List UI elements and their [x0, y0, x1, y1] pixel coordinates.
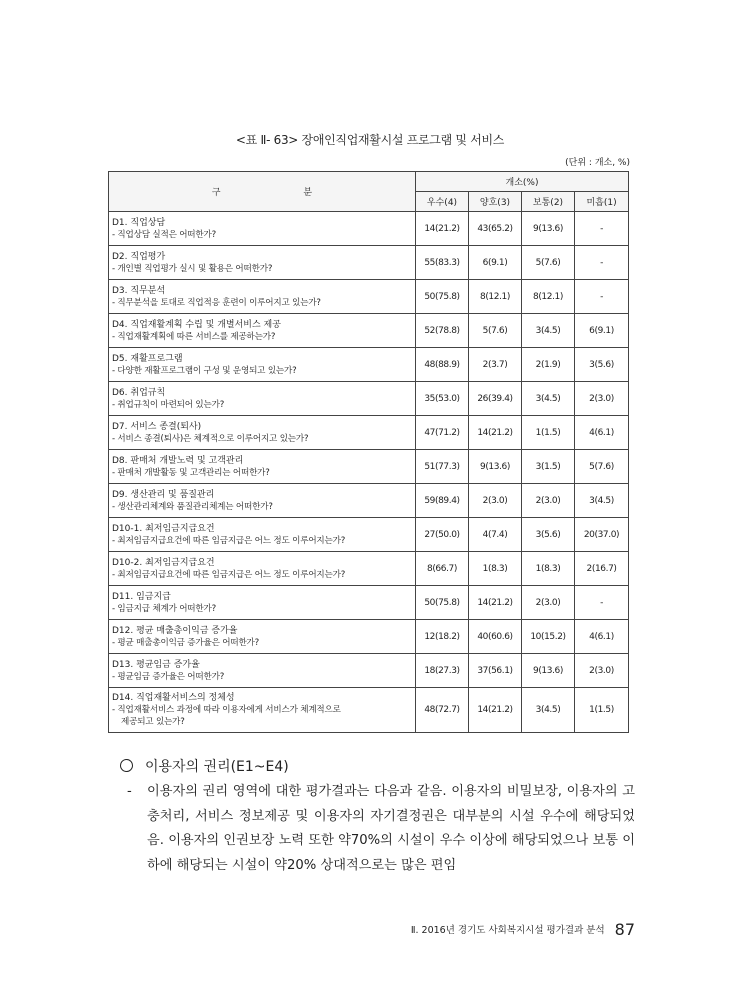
value-cell: 52(78.8)	[416, 314, 469, 348]
value-cell: 4(6.1)	[575, 620, 629, 654]
item-title: D2. 직업평가	[112, 251, 166, 262]
value-cell: 2(3.0)	[575, 654, 629, 688]
item-question: - 개인별 직업평가 실시 및 활용은 어떠한가?	[112, 263, 273, 274]
row-item-cell	[109, 450, 416, 484]
unit-note: (단위 : 개소, %)	[565, 158, 630, 168]
item-question: - 임금지급 체계가 어떠한가?	[112, 603, 216, 614]
value-cell: 3(1.5)	[522, 450, 575, 484]
item-question: - 직업재활계획에 따른 서비스를 제공하는가?	[112, 331, 276, 342]
table-row	[109, 654, 629, 688]
value-cell: 2(16.7)	[575, 552, 629, 586]
column-header-average: 보통(2)	[522, 192, 575, 212]
row-item-cell	[109, 688, 416, 733]
column-header-excellent: 우수(4)	[416, 192, 469, 212]
item-title: D8. 판매처 개발노력 및 고객관리	[112, 455, 244, 466]
table-row	[109, 212, 629, 246]
value-cell: 6(9.1)	[575, 314, 629, 348]
row-item-cell	[109, 280, 416, 314]
value-cell: 10(15.2)	[522, 620, 575, 654]
row-item-cell	[109, 348, 416, 382]
item-question: - 최저임금지급요건에 따른 임금지급은 어느 정도 이루어지는가?	[112, 569, 346, 580]
item-title: D3. 직무분석	[112, 285, 166, 296]
value-cell: 48(72.7)	[416, 688, 469, 733]
value-cell: 14(21.2)	[469, 586, 522, 620]
item-title: D5. 재활프로그램	[112, 353, 183, 364]
value-cell: 3(4.5)	[522, 382, 575, 416]
value-cell: 2(3.0)	[522, 586, 575, 620]
table-caption: <표 Ⅱ- 63> 장애인직업재활시설 프로그램 및 서비스	[235, 133, 505, 147]
table-row	[109, 552, 629, 586]
dash-bullet: -	[127, 784, 132, 799]
table-row	[109, 416, 629, 450]
item-question: - 직무분석을 토대로 직업적응 훈련이 이루어지고 있는가?	[112, 297, 321, 308]
column-group-header: 개소(%)	[416, 172, 629, 192]
value-cell: 6(9.1)	[469, 246, 522, 280]
item-title: D9. 생산관리 및 품질관리	[112, 489, 215, 500]
value-cell: 51(77.3)	[416, 450, 469, 484]
table-row	[109, 280, 629, 314]
item-title: D12. 평균 매출총이익금 증가율	[112, 625, 238, 636]
value-cell: 50(75.8)	[416, 586, 469, 620]
item-question: - 직업재활서비스 과정에 따라 이용자에게 서비스가 체계적으로	[112, 705, 341, 715]
row-item-cell	[109, 518, 416, 552]
value-cell: 9(13.6)	[469, 450, 522, 484]
body-paragraph	[127, 780, 635, 878]
value-cell: 5(7.6)	[522, 246, 575, 280]
paragraph-text: 이용자의 권리 영역에 대한 평가결과는 다음과 같음. 이용자의 비밀보장, 이용자의 고충처리, 서비스 정보제공 및 이용자의 자기결정권은 대부분의 시설 우수에 해당되었음. 이용자의 인권보장 노력 또한 약70%의 시설이 우수 이상에 해당되었으나 보통 이하에 해당되는 시설이 약20% 상대적으로는 많은 편임	[147, 784, 635, 873]
value-cell: 1(1.5)	[522, 416, 575, 450]
value-cell: -	[575, 246, 629, 280]
circle-bullet-icon	[120, 759, 133, 772]
value-cell: -	[575, 280, 629, 314]
value-cell: 50(75.8)	[416, 280, 469, 314]
item-title: D10-2. 최저임금지급요건	[112, 557, 215, 568]
table-row	[109, 688, 629, 733]
table-row	[109, 314, 629, 348]
value-cell: 5(7.6)	[575, 450, 629, 484]
column-header-gubun: 구 분	[109, 172, 416, 212]
value-cell: 35(53.0)	[416, 382, 469, 416]
value-cell: 2(3.7)	[469, 348, 522, 382]
value-cell: 3(5.6)	[522, 518, 575, 552]
value-cell: 14(21.2)	[469, 688, 522, 733]
row-item-cell	[109, 246, 416, 280]
value-cell: 43(65.2)	[469, 212, 522, 246]
row-item-cell	[109, 586, 416, 620]
row-item-cell	[109, 484, 416, 518]
item-question: - 생산관리체계와 품질관리체계는 어떠한가?	[112, 501, 273, 512]
item-title: D6. 취업규칙	[112, 387, 166, 398]
value-cell: 2(3.0)	[575, 382, 629, 416]
page-number: 87	[614, 920, 635, 939]
value-cell: 1(1.5)	[575, 688, 629, 733]
section-heading	[120, 756, 289, 776]
column-header-poor: 미흡(1)	[575, 192, 629, 212]
value-cell: 59(89.4)	[416, 484, 469, 518]
value-cell: 47(71.2)	[416, 416, 469, 450]
item-title: D7. 서비스 종결(퇴사)	[112, 421, 202, 432]
table-body	[109, 212, 629, 733]
item-title: D10-1. 최저임금지급요건	[112, 523, 215, 534]
item-question: - 다양한 재활프로그램이 구성 및 운영되고 있는가?	[112, 365, 297, 376]
item-question: - 평균임금 증가율은 어떠한가?	[112, 671, 225, 682]
value-cell: 4(6.1)	[575, 416, 629, 450]
table-row	[109, 586, 629, 620]
table-row	[109, 246, 629, 280]
value-cell: -	[575, 586, 629, 620]
value-cell: 2(3.0)	[469, 484, 522, 518]
value-cell: 5(7.6)	[469, 314, 522, 348]
item-question: - 서비스 종결(퇴사)은 체계적으로 이루어지고 있는가?	[112, 433, 309, 444]
value-cell: 48(88.9)	[416, 348, 469, 382]
value-cell: 8(12.1)	[469, 280, 522, 314]
item-question: - 직업상담 실적은 어떠한가?	[112, 229, 216, 240]
value-cell: 3(4.5)	[575, 484, 629, 518]
value-cell: 3(4.5)	[522, 314, 575, 348]
row-item-cell	[109, 654, 416, 688]
value-cell: 14(21.2)	[469, 416, 522, 450]
table-row	[109, 382, 629, 416]
row-item-cell	[109, 416, 416, 450]
footer-text: Ⅱ. 2016년 경기도 사회복지시설 평가결과 분석	[410, 925, 605, 936]
value-cell: 12(18.2)	[416, 620, 469, 654]
value-cell: 27(50.0)	[416, 518, 469, 552]
row-item-cell	[109, 314, 416, 348]
evaluation-table	[108, 171, 629, 733]
column-header-good: 양호(3)	[469, 192, 522, 212]
value-cell: 4(7.4)	[469, 518, 522, 552]
value-cell: 37(56.1)	[469, 654, 522, 688]
table-row	[109, 518, 629, 552]
item-title: D11. 임금지급	[112, 591, 171, 602]
row-item-cell	[109, 552, 416, 586]
item-title: D14. 직업재활서비스의 정체성	[112, 693, 235, 703]
value-cell: 9(13.6)	[522, 654, 575, 688]
value-cell: 3(4.5)	[522, 688, 575, 733]
item-title: D1. 직업상담	[112, 217, 166, 228]
item-title: D13. 평균임금 증가율	[112, 659, 200, 670]
value-cell: 26(39.4)	[469, 382, 522, 416]
item-question: - 판매처 개발활동 및 고객관리는 어떠한가?	[112, 467, 270, 478]
table-row	[109, 620, 629, 654]
item-question: - 취업규칙이 마련되어 있는가?	[112, 399, 225, 410]
value-cell: 20(37.0)	[575, 518, 629, 552]
value-cell: -	[575, 212, 629, 246]
value-cell: 40(60.6)	[469, 620, 522, 654]
item-question: 제공되고 있는가?	[121, 717, 185, 727]
value-cell: 9(13.6)	[522, 212, 575, 246]
value-cell: 3(5.6)	[575, 348, 629, 382]
row-item-cell	[109, 620, 416, 654]
value-cell: 8(66.7)	[416, 552, 469, 586]
row-item-cell	[109, 382, 416, 416]
value-cell: 2(3.0)	[522, 484, 575, 518]
item-question: - 평균 매출총이익금 증가율은 어떠한가?	[112, 637, 260, 648]
value-cell: 2(1.9)	[522, 348, 575, 382]
value-cell: 1(8.3)	[469, 552, 522, 586]
item-question: - 최저임금지급요건에 따른 임금지급은 어느 정도 이루어지는가?	[112, 535, 346, 546]
value-cell: 1(8.3)	[522, 552, 575, 586]
value-cell: 55(83.3)	[416, 246, 469, 280]
value-cell: 14(21.2)	[416, 212, 469, 246]
section-heading-text: 이용자의 권리(E1~E4)	[145, 759, 289, 775]
row-item-cell	[109, 212, 416, 246]
table-row	[109, 450, 629, 484]
page-footer	[370, 920, 635, 939]
table-row	[109, 348, 629, 382]
item-title: D4. 직업재활계획 수립 및 개별서비스 제공	[112, 319, 281, 330]
value-cell: 8(12.1)	[522, 280, 575, 314]
value-cell: 18(27.3)	[416, 654, 469, 688]
table-row	[109, 484, 629, 518]
